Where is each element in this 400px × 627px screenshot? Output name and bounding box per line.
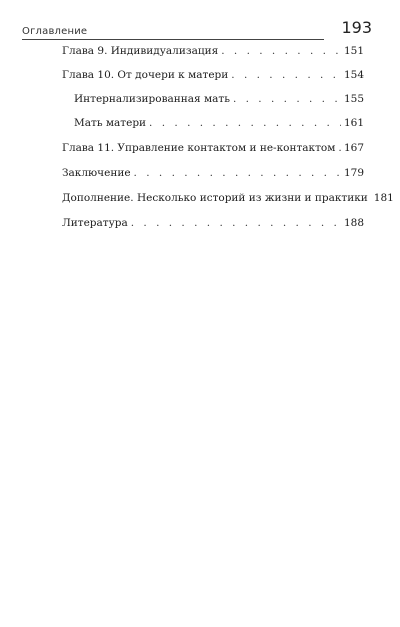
page-number: 193 [341, 18, 372, 37]
toc-entry-page: 181 [373, 192, 394, 204]
toc-entry-label: Интернализированная мать [74, 93, 230, 105]
toc-entry-page: 151 [343, 45, 364, 57]
toc-entry-literature [62, 217, 364, 230]
dot-leader [131, 217, 341, 230]
toc-entry-page: 188 [343, 217, 364, 229]
dot-leader [231, 69, 341, 82]
toc-entry-label: Глава 11. Управление контактом и не-контактом [62, 142, 336, 154]
toc-entry-page: 155 [343, 93, 364, 105]
toc-entry-label: Мать матери [74, 117, 147, 129]
toc-entry-chapter-9 [62, 45, 364, 58]
toc-entry-label: Литература [62, 217, 128, 229]
toc-entry-page: 161 [343, 117, 364, 129]
toc-entry-page: 167 [343, 142, 364, 154]
toc-entry-label: Заключение [62, 167, 131, 179]
toc-entry-internalized-mother [62, 93, 364, 106]
dot-leader [149, 117, 341, 130]
dot-leader [221, 45, 341, 58]
table-of-contents [62, 45, 394, 242]
toc-entry-label: Глава 9. Индивидуализация [62, 45, 219, 57]
header-rule [22, 39, 324, 40]
dot-leader [338, 142, 341, 155]
toc-entry-supplement [62, 192, 394, 205]
toc-entry-label: Глава 10. От дочери к матери [62, 69, 229, 81]
running-title: Оглавление [22, 26, 88, 37]
dot-leader [233, 93, 341, 106]
running-head [22, 26, 342, 42]
toc-entry-page: 154 [343, 69, 364, 81]
toc-entry-chapter-10 [62, 69, 364, 82]
toc-entry-label: Дополнение. Несколько историй из жизни и практики [62, 192, 368, 204]
dot-leader [134, 167, 341, 180]
toc-entry-page: 179 [343, 167, 364, 179]
toc-entry-conclusion [62, 167, 364, 180]
toc-entry-mothers-mother [62, 117, 364, 130]
toc-entry-chapter-11 [62, 142, 364, 155]
